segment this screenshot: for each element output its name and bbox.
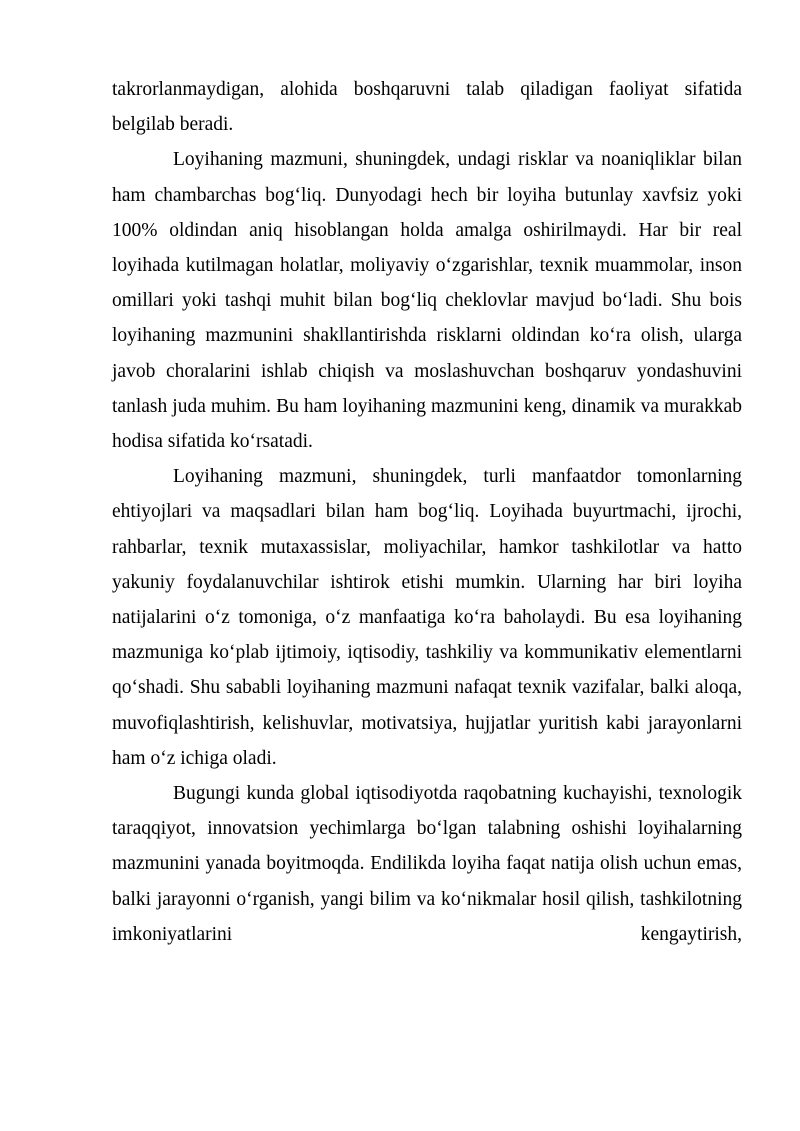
paragraph-stakeholders: Loyihaning mazmuni, shuningdek, turli manfaatdor tomonlarning ehtiyojlari va maqsadlari bilan ham bog‘liq. Loyihada buyurtmachi, ijrochi, rahbarlar, texnik mutaxassislar, moliyachilar, hamkor tashkilotlar va hatto yakuniy foydalanuvchilar ishtirok etishi mumkin. Ularning har biri loyiha natijalarini o‘z tomoniga, o‘z manfaatiga ko‘ra baholaydi. Bu esa loyihaning mazmuniga ko‘plab ijtimoiy, iqtisodiy, tashkiliy va kommunikativ elementlarni qo‘shadi. Shu sababli loyihaning mazmuni nafaqat texnik vazifalar, balki aloqa, muvofiqlashtirish, kelishuvlar, motivatsiya, hujjatlar yuritish kabi jarayonlarni ham o‘z ichiga oladi. <box>112 466 742 769</box>
paragraph-continuation: takrorlanmaydigan, alohida boshqaruvni talab qiladigan faoliyat sifatida belgilab beradi. <box>112 79 742 136</box>
paragraph-global-economy: Bugungi kunda global iqtisodiyotda raqobatning kuchayishi, texnologik taraqqiyot, innovatsion yechimlarga bo‘lgan talabning oshishi loyihalarning mazmunini yanada boyitmoqda. Endilikda loyiha faqat natija olish uchun emas, balki jarayonni o‘rganish, yangi bilim va ko‘nikmalar hosil qilish, tashkilotning imkoniyatlarini kengaytirish, <box>112 783 742 945</box>
document-page <box>112 72 742 952</box>
paragraph-risks: Loyihaning mazmuni, shuningdek, undagi risklar va noaniqliklar bilan ham chambarchas bog‘liq. Dunyodagi hech bir loyiha butunlay xavfsiz yoki 100% oldindan aniq hisoblangan holda amalga oshirilmaydi. Har bir real loyihada kutilmagan holatlar, moliyaviy o‘zgarishlar, texnik muammolar, inson omillari yoki tashqi muhit bilan bog‘liq cheklovlar mavjud bo‘ladi. Shu bois loyihaning mazmunini shakllantirishda risklarni oldindan ko‘ra olish, ularga javob choralarini ishlab chiqish va moslashuvchan boshqaruv yondashuvini tanlash juda muhim. Bu ham loyihaning mazmunini keng, dinamik va murakkab hodisa sifatida ko‘rsatadi. <box>112 149 742 453</box>
